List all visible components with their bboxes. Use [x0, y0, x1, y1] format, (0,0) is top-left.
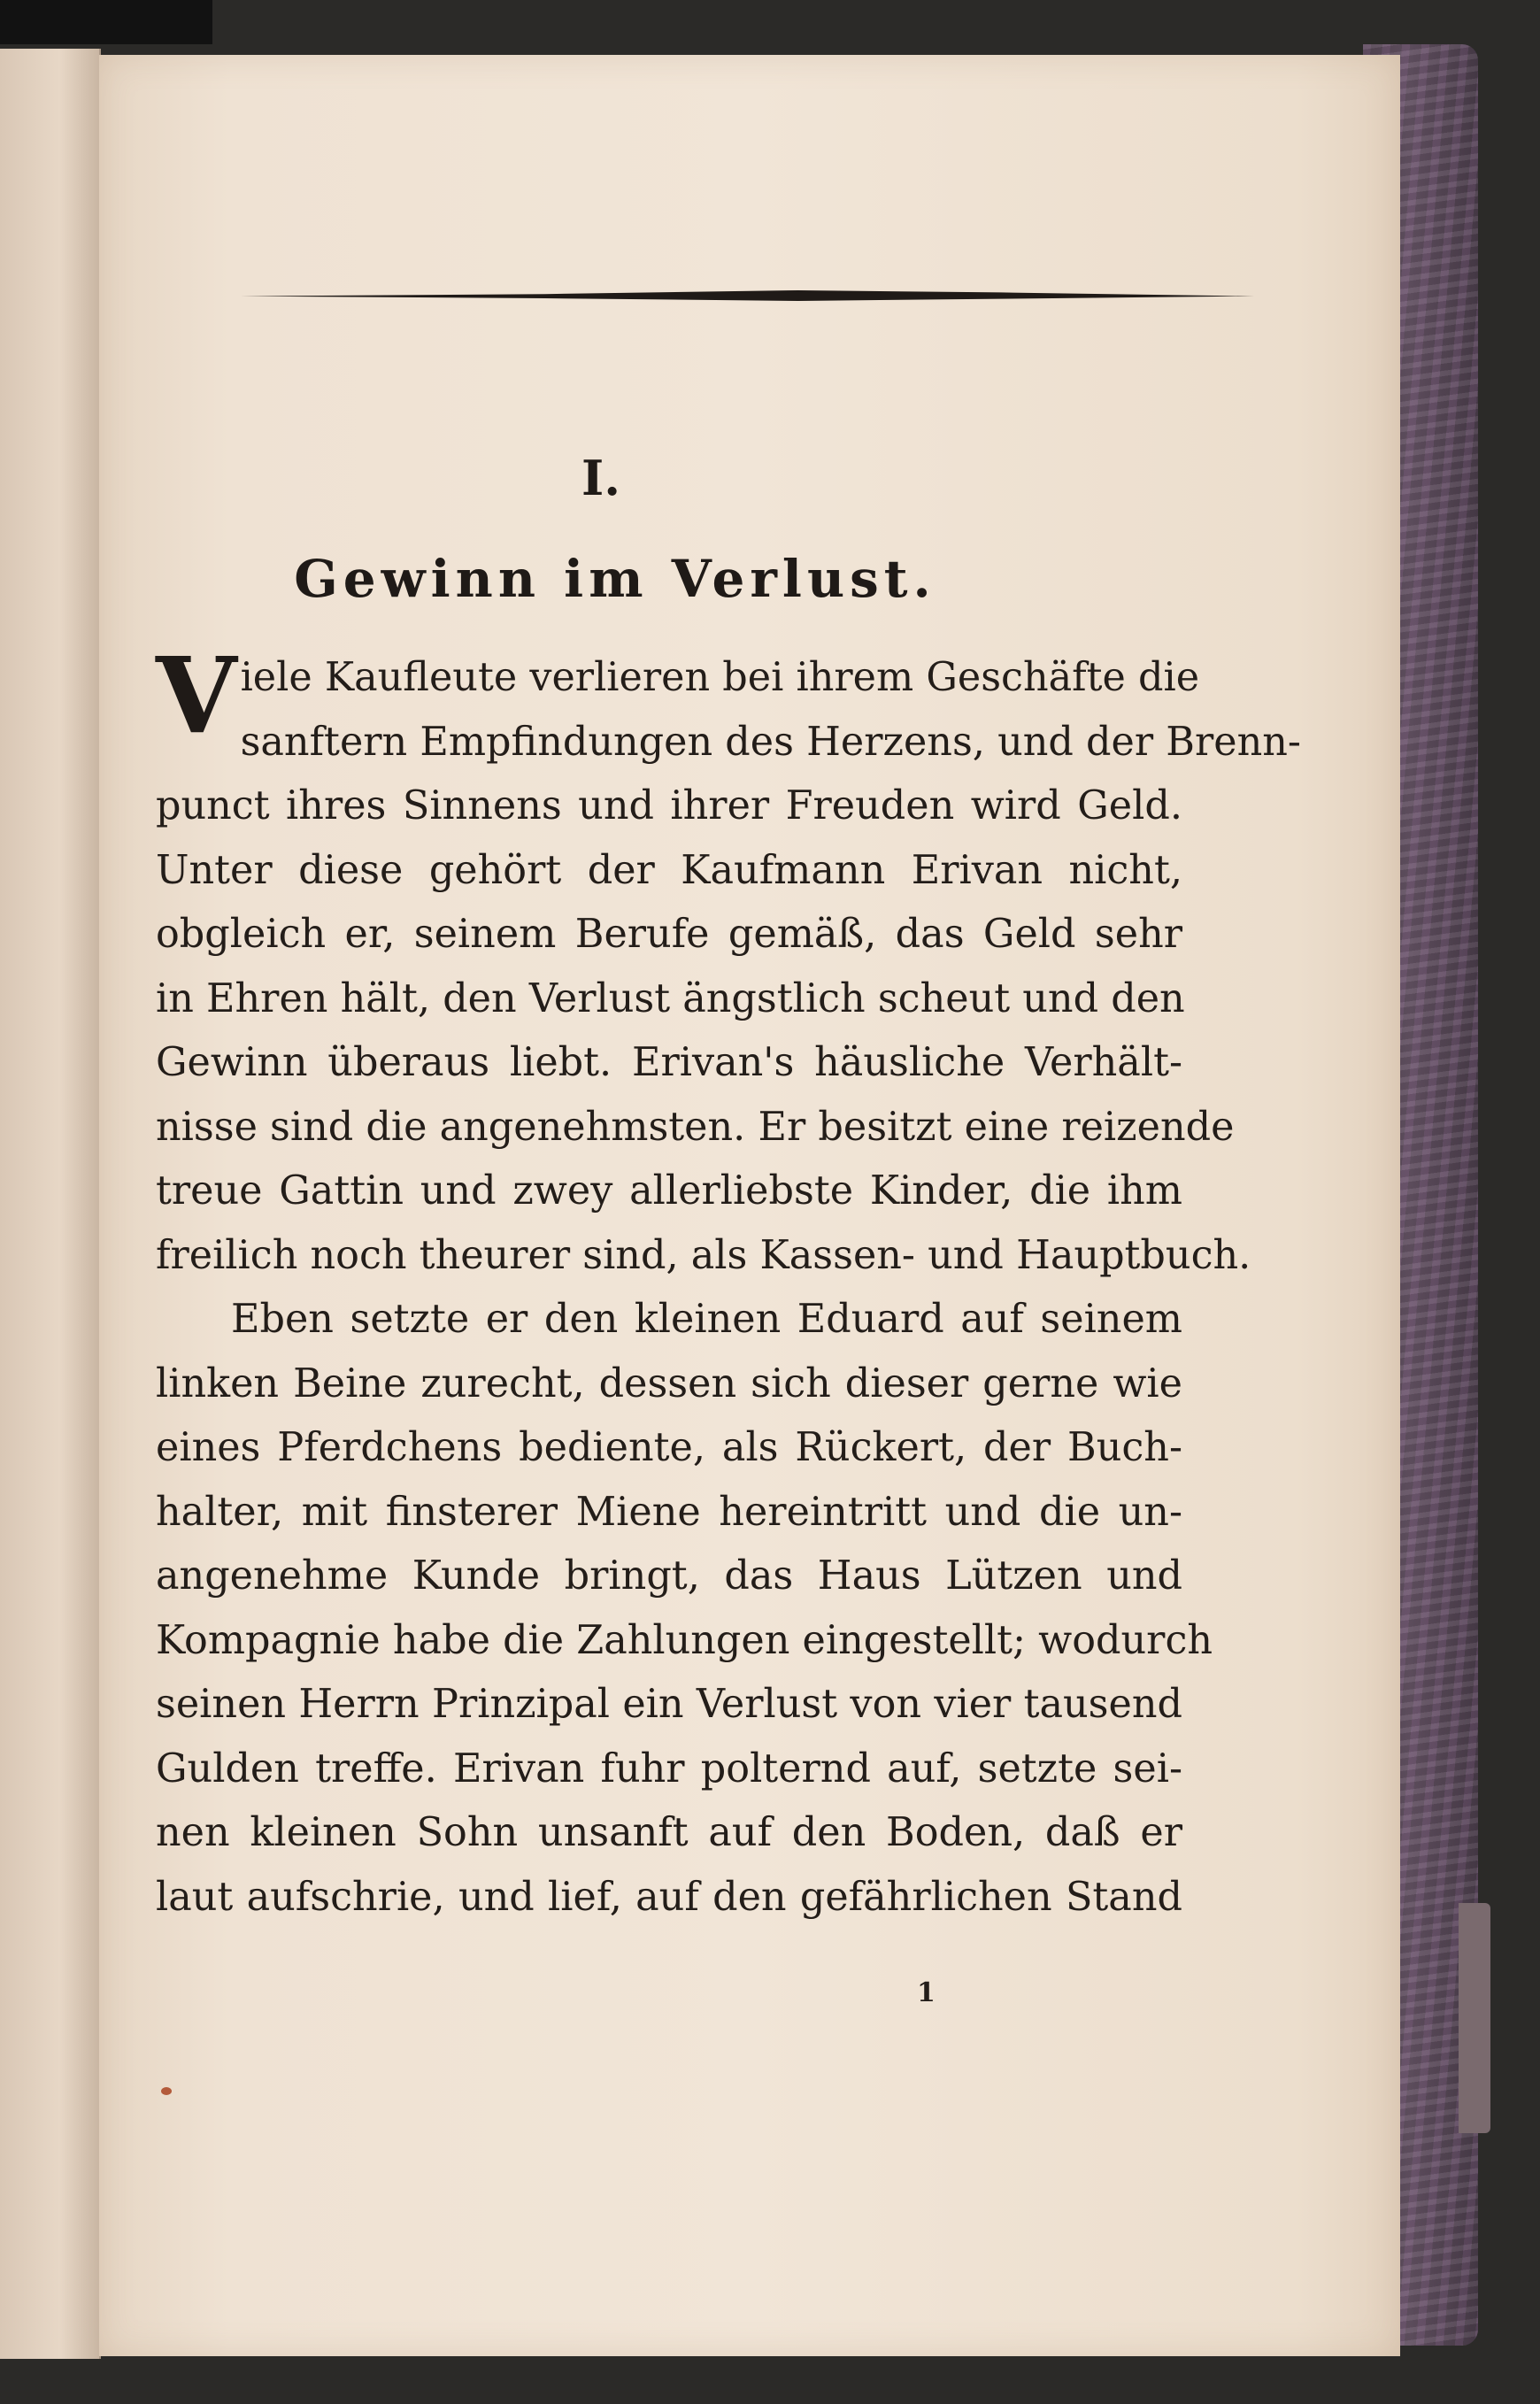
scan-corner [0, 0, 212, 44]
text-line: obgleich er, seinem Berufe gemäß, das Geld sehr [156, 912, 1182, 957]
text-line: Kompagnie habe die Zahlungen eingestellt; wodurch [156, 1617, 1213, 1663]
paragraph-2 [156, 1288, 1213, 1930]
text-line: seinen Herrn Prinzipal ein Verlust von vier tausend [156, 1682, 1182, 1727]
text-line: Gulden treffe. Erivan fuhr polternd auf, setzte sei- [156, 1745, 1182, 1791]
paragraph-1 [156, 634, 1301, 1288]
text-line: angenehme Kunde bringt, das Haus Lützen und [156, 1553, 1182, 1599]
signature-mark: 1 [917, 1977, 936, 2008]
chapter-title: Gewinn im Verlust. [294, 549, 936, 609]
text-line: Eben setzte er den kleinen Eduard auf seinem [231, 1297, 1182, 1342]
body-text [156, 634, 1301, 1930]
text-line: Gewinn überaus liebt. Erivan's häusliche Verhält- [156, 1040, 1182, 1085]
text-line: halter, mit finsterer Miene hereintritt und die un- [156, 1489, 1182, 1535]
text-line: freilich noch theurer sind, als Kassen- und Hauptbuch. [156, 1232, 1251, 1278]
text-line: iele Kaufleute verlieren bei ihrem Geschäfte die [240, 655, 1200, 700]
paper-spot [161, 2087, 172, 2095]
drop-cap: V [156, 634, 237, 757]
text-line: treue Gattin und zwey allerliebste Kinder, die ihm [156, 1168, 1182, 1214]
text-line: punct ihres Sinnens und ihrer Freuden wird Geld. [156, 783, 1182, 828]
chapter-number: I. [581, 450, 621, 506]
text-line: eines Pferdchens bediente, als Rückert, der Buch- [156, 1425, 1182, 1470]
book-cover-tab [1459, 1903, 1490, 2133]
left-page-edge [0, 49, 101, 2359]
text-line: in Ehren hält, den Verlust ängstlich scheut und den [156, 975, 1185, 1021]
text-line: sanftern Empfindungen des Herzens, und der Brenn- [240, 719, 1301, 765]
text-line: nen kleinen Sohn unsanft auf den Boden, daß er [156, 1810, 1182, 1855]
text-line: Unter diese gehört der Kaufmann Erivan nicht, [156, 847, 1182, 893]
text-line: nisse sind die angenehmsten. Er besitzt eine reizende [156, 1104, 1235, 1150]
header-rule [241, 290, 1254, 301]
text-line: laut aufschrie, und lief, auf den gefährlichen Stand [156, 1874, 1182, 1920]
text-line: linken Beine zurecht, dessen sich dieser gerne wie [156, 1360, 1182, 1406]
